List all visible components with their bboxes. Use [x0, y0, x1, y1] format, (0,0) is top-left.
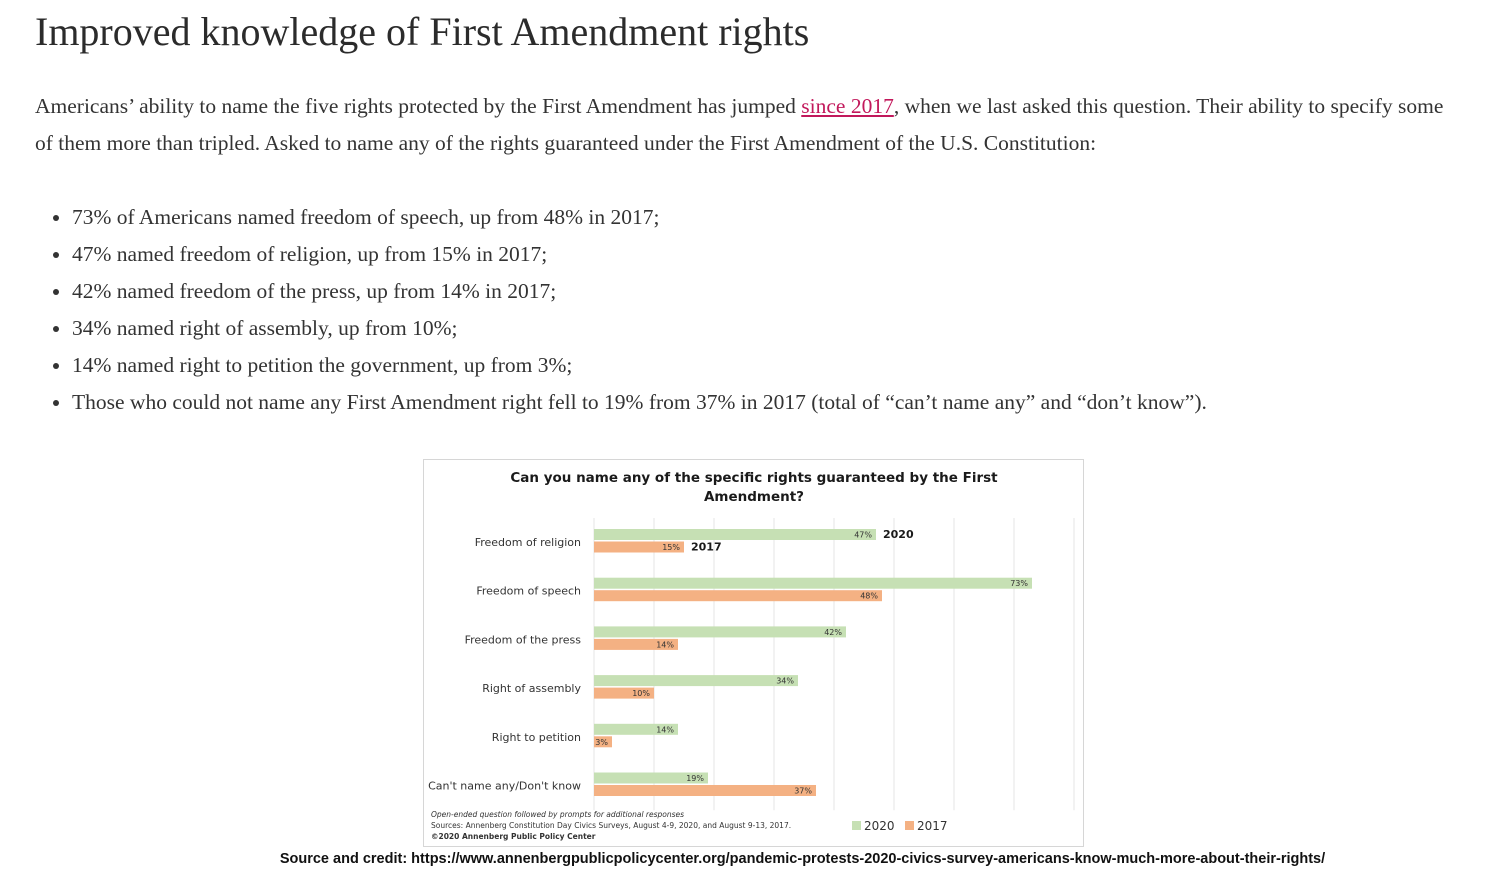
data-label: 48%: [860, 591, 878, 601]
data-label: 37%: [794, 786, 812, 796]
legend-label: 2020: [864, 819, 895, 833]
data-label: 34%: [776, 676, 794, 686]
data-label: 14%: [656, 725, 674, 735]
chart-note: ©2020 Annenberg Public Policy Center: [431, 832, 596, 841]
data-label: 73%: [1010, 579, 1028, 589]
bullet-item: • 34% named right of assembly, up from 10%;: [72, 310, 1207, 347]
data-label: 14%: [656, 640, 674, 650]
category-label: Right of assembly: [482, 682, 581, 696]
category-label: Freedom of religion: [474, 536, 581, 549]
legend-swatch-2020: [852, 821, 861, 830]
data-label: 47%: [854, 530, 872, 540]
intro-text-start: Americans’ ability to name the five rights protected by the First Amendment has jumped: [35, 94, 802, 118]
category-label: Can't name any/Don't know: [428, 779, 581, 793]
chart-note: Sources: Annenberg Constitution Day Civics Surveys, August 4-9, 2020, and August 9-13, 2017.: [431, 821, 792, 830]
bar-2020: [594, 529, 876, 540]
bar-2017: [594, 785, 816, 796]
legend-label: 2017: [917, 819, 948, 833]
chart-title: Can you name any of the specific rights guaranteed by the First: [510, 470, 998, 486]
bar-2020: [594, 626, 846, 637]
series-callout: 2017: [691, 540, 722, 554]
chart-note: Open-ended question followed by prompts for additional responses: [431, 810, 685, 819]
bar-2020: [594, 675, 798, 686]
data-label: 10%: [632, 689, 650, 699]
data-label: 3%: [595, 737, 608, 747]
bullet-item: • 14% named right to petition the government, up from 3%;: [72, 347, 1207, 384]
bullet-item: • 73% of Americans named freedom of speech, up from 48% in 2017;: [72, 199, 1207, 236]
bullet-item: • 47% named freedom of religion, up from 15% in 2017;: [72, 236, 1207, 273]
category-label: Freedom of the press: [464, 633, 581, 647]
source-credit: Source and credit: https://www.annenbergpublicpolicycenter.org/pandemic-protests-2020-civics-survey-americans-know-much-more-about-their-rights/: [279, 851, 1326, 867]
page-title: Improved knowledge of First Amendment rights: [35, 9, 810, 54]
intro-text-end: , when we last asked this question. Their ability to specify some of them more than tripled. Asked to name any of the rights guaranteed under the First Amendment of the U.S. Constitution:: [35, 94, 1444, 155]
category-label: Freedom of speech: [476, 584, 581, 598]
since-2017-link[interactable]: since 2017: [801, 94, 894, 118]
legend-swatch-2017: [905, 821, 914, 830]
category-label: Right to petition: [491, 730, 581, 744]
chart-title: Amendment?: [703, 489, 805, 505]
intro-paragraph: [35, 88, 1455, 162]
rights-bullet-list: [35, 199, 1207, 421]
data-label: 15%: [662, 543, 680, 552]
data-label: 42%: [824, 627, 842, 637]
bar-2020: [594, 578, 1032, 589]
rights-chart: [423, 459, 1084, 847]
data-label: 19%: [686, 774, 704, 783]
chart-svg: [424, 460, 1083, 846]
series-callout: 2020: [883, 528, 914, 541]
bullet-item: • 42% named freedom of the press, up from 14% in 2017;: [72, 273, 1207, 310]
bar-2017: [594, 590, 882, 601]
bullet-item: • Those who could not name any First Amendment right fell to 19% from 37% in 2017 (total of “can’t name any” and “don’t know”).: [72, 384, 1207, 421]
